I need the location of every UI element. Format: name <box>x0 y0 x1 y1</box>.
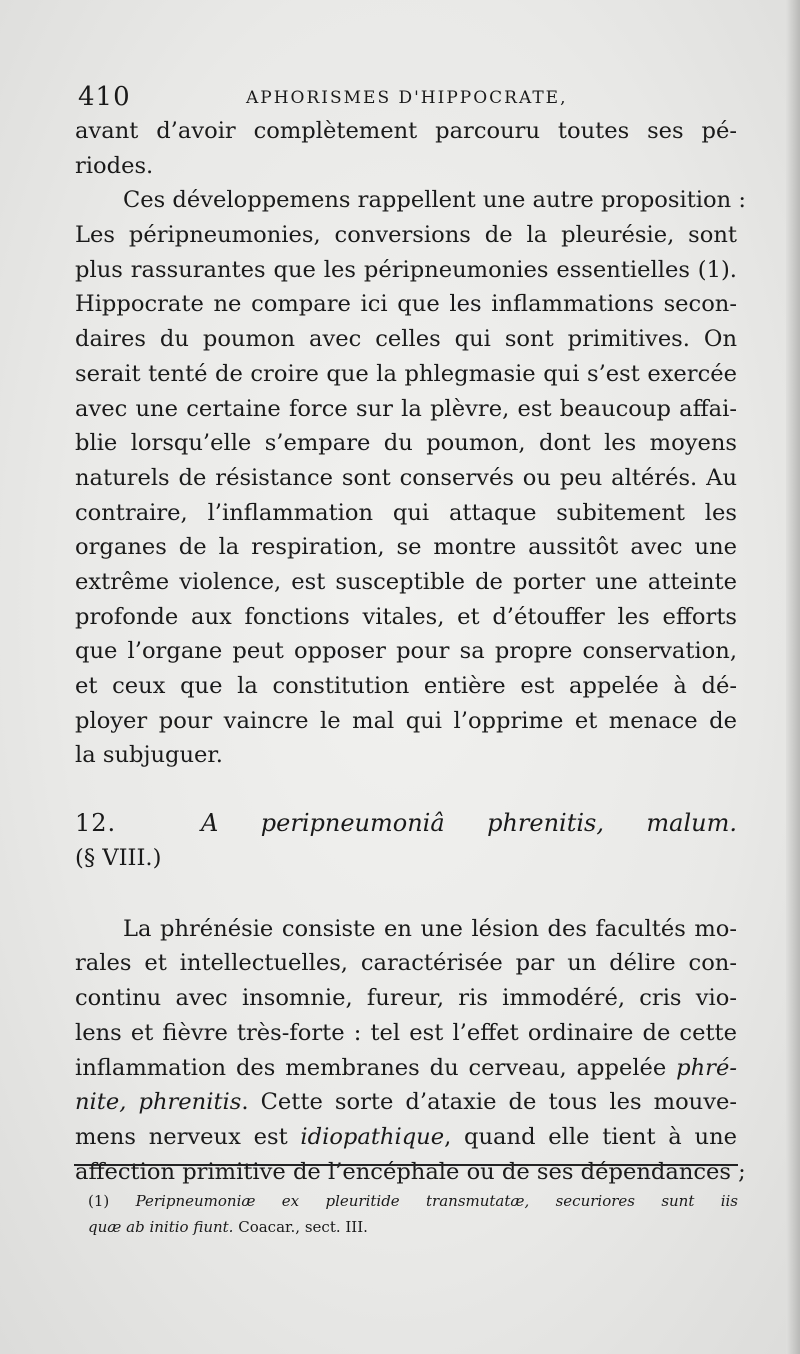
text-line <box>75 1120 737 1155</box>
text-line: lens et fièvre très-forte : tel est l’effet ordinaire de cette <box>75 1019 737 1046</box>
text-segment: inflammation des membranes du cerveau, appelée <box>75 1054 677 1081</box>
text-line: serait tenté de croire que la phlegmasie qui s’est exercée <box>75 360 737 387</box>
footnote <box>88 1188 738 1240</box>
footnote-latin: quæ ab initio fiunt. <box>88 1218 234 1236</box>
text-line: la subjuguer. <box>75 742 223 769</box>
text-line: Hippocrate ne compare ici que les inflammations secon- <box>75 291 737 318</box>
page-header <box>78 82 738 112</box>
text-line: et ceux que la constitution entière est appelée à dé- <box>75 673 737 699</box>
footnote-line <box>88 1188 738 1214</box>
aphorism-spacer <box>116 809 201 837</box>
aphorism-heading <box>75 805 737 841</box>
text-line: naturels de résistance sont conservés ou peu altérés. Au <box>75 464 737 491</box>
footnote-latin: Peripneumoniæ ex pleuritide transmutatæ, securiores sunt iis <box>135 1192 738 1210</box>
text-line: plus rassurantes que les péripneumonies essentielles (1). <box>75 256 737 283</box>
aphorism-latin: A peripneumoniâ phrenitis, malum. <box>201 809 737 838</box>
page-number: 410 <box>78 82 131 112</box>
text-line: continu avec insomnie, fureur, ris immodéré, cris vio- <box>75 985 737 1012</box>
text-line <box>75 1051 737 1086</box>
blank-line <box>75 773 737 805</box>
text-line: avant d’avoir complètement parcouru toutes ses pé- <box>75 118 737 144</box>
footnote-rule <box>74 1164 738 1166</box>
text-line: organes de la respiration, se montre aussitôt avec une <box>75 534 737 561</box>
main-text <box>75 114 746 1189</box>
blank-line <box>75 876 737 912</box>
footnote-spacer <box>109 1192 135 1210</box>
text-line: daires du poumon avec celles qui sont primitives. On <box>75 326 737 353</box>
text-line: ployer pour vaincre le mal qui l’opprime et menace de <box>75 707 737 734</box>
text-line: avec une certaine force sur la plèvre, est beaucoup affai- <box>75 395 737 422</box>
aphorism-reference: (§ VIII.) <box>75 845 162 872</box>
text-line: que l’organe peut opposer pour sa propre conservation, <box>75 638 737 665</box>
italic-term: idiopathique <box>300 1123 445 1150</box>
text-line: La phrénésie consiste en une lésion des facultés mo- <box>123 915 737 942</box>
page-gutter-shadow <box>786 0 800 1354</box>
text-line: extrême violence, est susceptible de porter une atteinte <box>75 568 737 595</box>
text-segment: , quand elle tient à une <box>444 1123 737 1150</box>
text-line: blie lorsqu’elle s’empare du poumon, dont les moyens <box>75 430 737 457</box>
running-title: APHORISMES D'HIPPOCRATE, <box>246 88 568 108</box>
text-line: affection primitive de l’encéphale ou de ses dépendances ; <box>75 1158 746 1185</box>
footnote-marker: (1) <box>88 1192 110 1210</box>
footnote-line <box>88 1214 738 1240</box>
text-line: profonde aux fonctions vitales, et d’étouffer les efforts <box>75 603 737 630</box>
text-line <box>75 1085 737 1120</box>
text-line: Les péripneumonies, conversions de la pleurésie, sont <box>75 222 737 249</box>
text-line: contraire, l’inflammation qui attaque subitement les <box>75 499 737 526</box>
text-line: rales et intellectuelles, caractérisée par un délire con- <box>75 950 737 977</box>
text-segment: mens nerveux est <box>75 1123 301 1150</box>
text-line: riodes. <box>75 152 154 179</box>
footnote-source: Coacar., sect. III. <box>233 1218 368 1236</box>
italic-term: nite, phrenitis <box>75 1089 242 1116</box>
italic-term: phré- <box>676 1054 737 1081</box>
text-line: Ces développemens rappellent une autre proposition : <box>123 187 746 214</box>
aphorism-number: 12. <box>75 809 117 838</box>
text-segment: . Cette sorte d’ataxie de tous les mouve- <box>241 1089 737 1116</box>
